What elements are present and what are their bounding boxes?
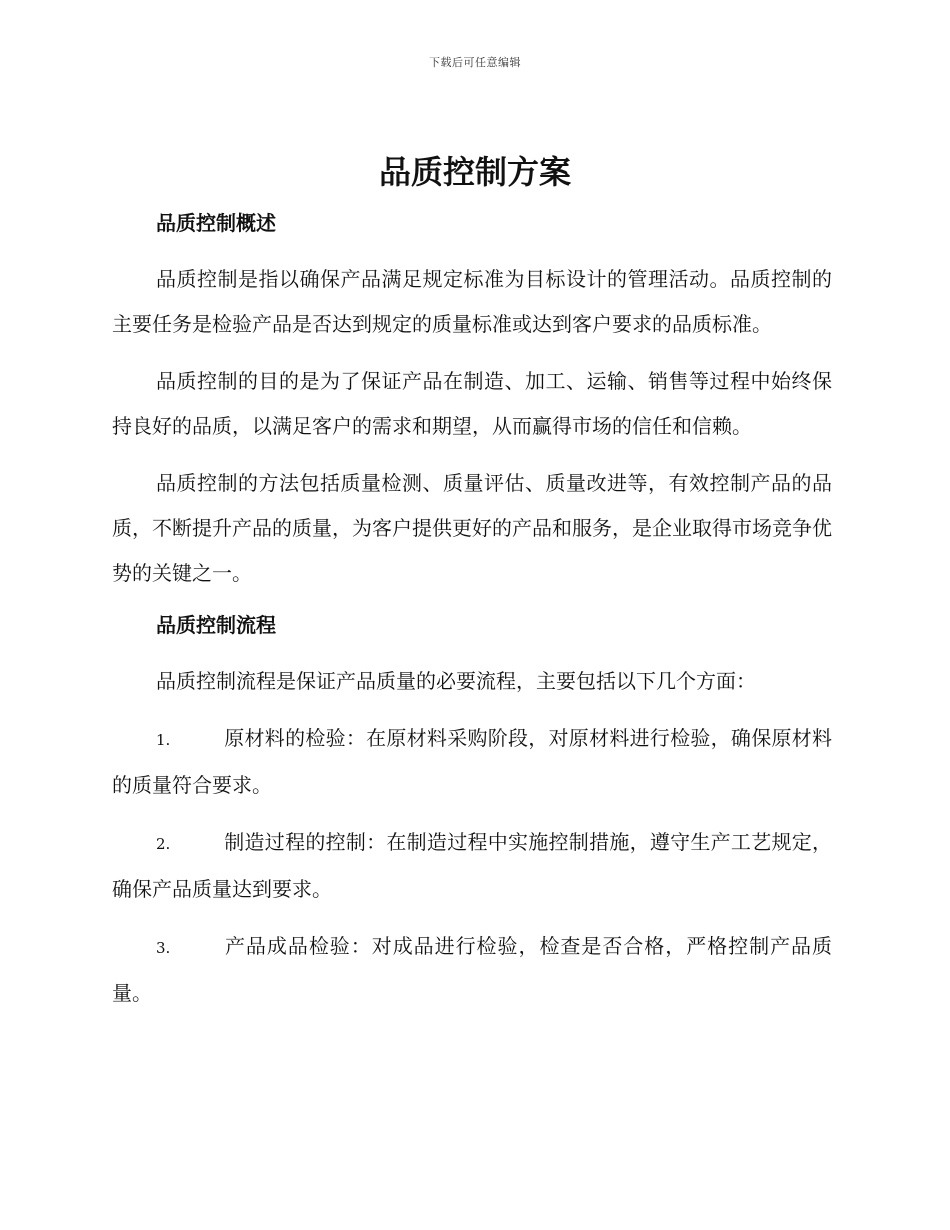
paragraph: 品质控制是指以确保产品满足规定标准为目标设计的管理活动。品质控制的主要任务是检验产品是否达到规定的质量标准或达到客户要求的品质标准。 xyxy=(112,267,832,336)
list-item-text: 制造过程的控制：在制造过程中实施控制措施，遵守生产工艺规定，确保产品质量达到要求。 xyxy=(112,830,832,901)
list-item-text: 产品成品检验：对成品进行检验，检查是否合格，严格控制产品质量。 xyxy=(112,934,832,1005)
document-title: 品质控制方案 xyxy=(378,153,571,191)
list-number: 2. xyxy=(156,835,171,853)
header-note: 下载后可任意编辑 xyxy=(429,56,521,69)
list-number: 1. xyxy=(156,731,171,749)
list-number: 3. xyxy=(156,939,171,957)
list-item-text: 原材料的检验：在原材料采购阶段，对原材料进行检验，确保原材料的质量符合要求。 xyxy=(112,726,832,797)
section-heading-process: 品质控制流程 xyxy=(156,613,276,637)
list-item xyxy=(112,924,832,1016)
list-item xyxy=(112,716,832,808)
document-body xyxy=(112,206,832,1016)
paragraph: 品质控制流程是保证产品质量的必要流程，主要包括以下几个方面： xyxy=(156,669,756,693)
paragraph: 品质控制的方法包括质量检测、质量评估、质量改进等，有效控制产品的品质，不断提升产品的质量，为客户提供更好的产品和服务，是企业取得市场竞争优势的关键之一。 xyxy=(112,471,832,585)
section-heading-overview: 品质控制概述 xyxy=(156,211,276,235)
paragraph: 品质控制的目的是为了保证产品在制造、加工、运输、销售等过程中始终保持良好的品质，以满足客户的需求和期望，从而赢得市场的信任和信赖。 xyxy=(112,369,832,438)
list-item xyxy=(112,820,832,912)
